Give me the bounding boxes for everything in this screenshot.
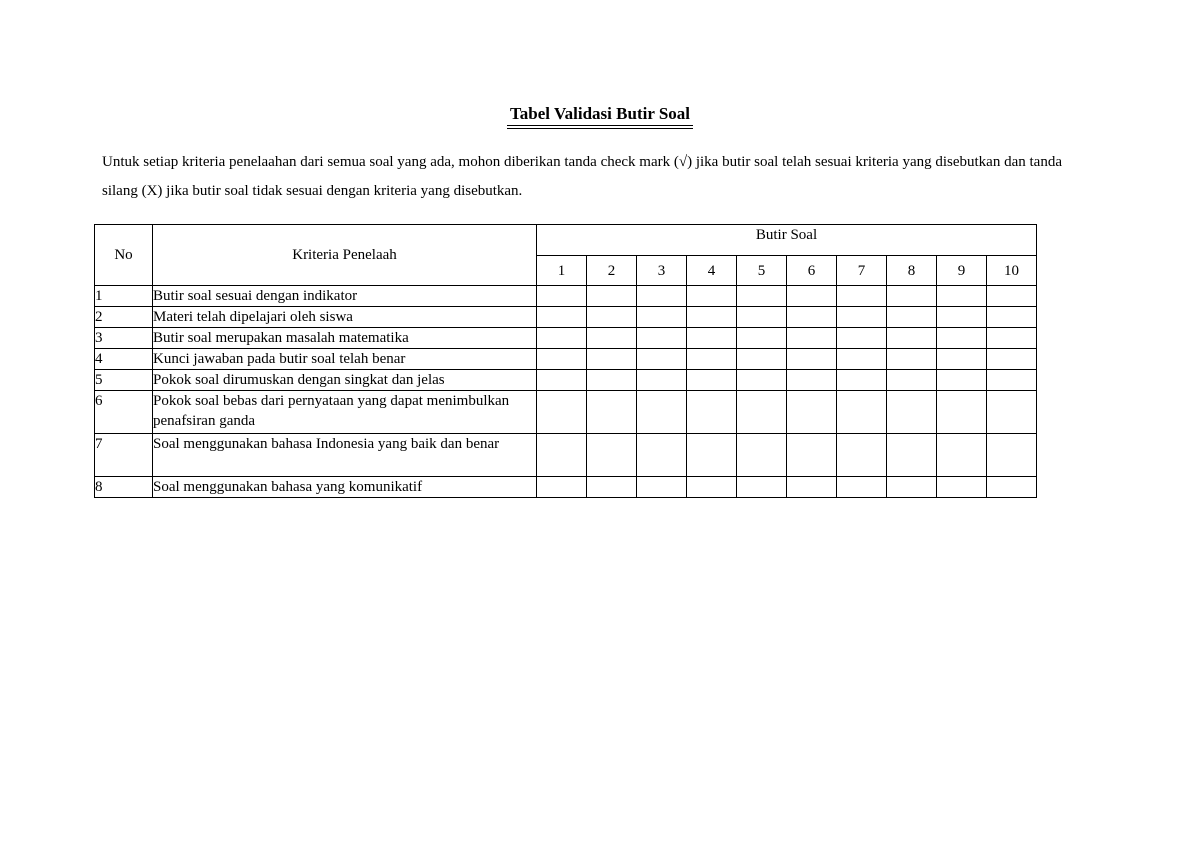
- mark-cell[interactable]: [887, 328, 937, 349]
- mark-cell[interactable]: [887, 307, 937, 328]
- mark-cell[interactable]: [587, 477, 637, 498]
- header-item-number: 7: [837, 256, 887, 286]
- mark-cell[interactable]: [687, 391, 737, 434]
- mark-cell[interactable]: [737, 391, 787, 434]
- mark-cell[interactable]: [737, 286, 787, 307]
- mark-cell[interactable]: [787, 391, 837, 434]
- mark-cell[interactable]: [787, 477, 837, 498]
- mark-cell[interactable]: [937, 391, 987, 434]
- instructions-paragraph: Untuk setiap kriteria penelaahan dari semua soal yang ada, mohon diberikan tanda check mark (√) jika butir soal telah sesuai kriteria yang disebutkan dan tanda silang (X) jika butir soal tidak sesuai dengan kriteria yang disebutkan.: [102, 154, 1062, 199]
- header-item-number: 4: [687, 256, 737, 286]
- mark-cell[interactable]: [587, 286, 637, 307]
- mark-cell[interactable]: [687, 349, 737, 370]
- mark-cell[interactable]: [737, 328, 787, 349]
- table-row: [95, 349, 1037, 370]
- header-item-number: 10: [987, 256, 1037, 286]
- mark-cell[interactable]: [587, 328, 637, 349]
- header-item-number: 9: [937, 256, 987, 286]
- mark-cell[interactable]: [537, 307, 587, 328]
- mark-cell[interactable]: [987, 328, 1037, 349]
- mark-cell[interactable]: [887, 434, 937, 477]
- criteria-text: Butir soal merupakan masalah matematika: [153, 328, 537, 349]
- row-number: 3: [95, 328, 153, 349]
- header-item-number: 5: [737, 256, 787, 286]
- mark-cell[interactable]: [587, 370, 637, 391]
- row-number: 5: [95, 370, 153, 391]
- mark-cell[interactable]: [837, 391, 887, 434]
- mark-cell[interactable]: [837, 434, 887, 477]
- mark-cell[interactable]: [587, 391, 637, 434]
- mark-cell[interactable]: [537, 391, 587, 434]
- mark-cell[interactable]: [687, 328, 737, 349]
- mark-cell[interactable]: [637, 307, 687, 328]
- header-butir-soal: Butir Soal: [537, 225, 1037, 256]
- mark-cell[interactable]: [587, 307, 637, 328]
- mark-cell[interactable]: [537, 286, 587, 307]
- criteria-text: Butir soal sesuai dengan indikator: [153, 286, 537, 307]
- mark-cell[interactable]: [687, 286, 737, 307]
- mark-cell[interactable]: [737, 477, 787, 498]
- mark-cell[interactable]: [837, 349, 887, 370]
- row-number: 7: [95, 434, 153, 477]
- validation-table: [94, 224, 1037, 498]
- mark-cell[interactable]: [987, 370, 1037, 391]
- mark-cell[interactable]: [837, 328, 887, 349]
- mark-cell[interactable]: [537, 477, 587, 498]
- row-number: 8: [95, 477, 153, 498]
- header-item-number: 3: [637, 256, 687, 286]
- mark-cell[interactable]: [637, 349, 687, 370]
- mark-cell[interactable]: [837, 370, 887, 391]
- criteria-text: Materi telah dipelajari oleh siswa: [153, 307, 537, 328]
- mark-cell[interactable]: [987, 286, 1037, 307]
- mark-cell[interactable]: [637, 477, 687, 498]
- mark-cell[interactable]: [687, 307, 737, 328]
- table-row: [95, 307, 1037, 328]
- title-text: Tabel Validasi Butir Soal: [507, 104, 693, 129]
- mark-cell[interactable]: [937, 434, 987, 477]
- mark-cell[interactable]: [937, 370, 987, 391]
- mark-cell[interactable]: [987, 391, 1037, 434]
- table-row: [95, 328, 1037, 349]
- document-title: [0, 104, 1200, 129]
- mark-cell[interactable]: [937, 307, 987, 328]
- mark-cell[interactable]: [987, 434, 1037, 477]
- table-row: [95, 391, 1037, 434]
- mark-cell[interactable]: [937, 328, 987, 349]
- header-item-number: 2: [587, 256, 637, 286]
- mark-cell[interactable]: [587, 349, 637, 370]
- header-item-number: 8: [887, 256, 937, 286]
- mark-cell[interactable]: [937, 349, 987, 370]
- mark-cell[interactable]: [887, 477, 937, 498]
- mark-cell[interactable]: [787, 434, 837, 477]
- mark-cell[interactable]: [987, 477, 1037, 498]
- criteria-text: Soal menggunakan bahasa Indonesia yang baik dan benar: [153, 434, 537, 477]
- mark-cell[interactable]: [537, 328, 587, 349]
- mark-cell[interactable]: [787, 307, 837, 328]
- mark-cell[interactable]: [837, 307, 887, 328]
- row-number: 6: [95, 391, 153, 434]
- mark-cell[interactable]: [787, 349, 837, 370]
- mark-cell[interactable]: [987, 349, 1037, 370]
- mark-cell[interactable]: [687, 477, 737, 498]
- mark-cell[interactable]: [887, 391, 937, 434]
- row-number: 1: [95, 286, 153, 307]
- criteria-text: Kunci jawaban pada butir soal telah benar: [153, 349, 537, 370]
- criteria-text: Soal menggunakan bahasa yang komunikatif: [153, 477, 537, 498]
- mark-cell[interactable]: [987, 307, 1037, 328]
- header-item-number: 6: [787, 256, 837, 286]
- mark-cell[interactable]: [637, 434, 687, 477]
- mark-cell[interactable]: [937, 286, 987, 307]
- mark-cell[interactable]: [637, 286, 687, 307]
- mark-cell[interactable]: [537, 370, 587, 391]
- criteria-text: Pokok soal bebas dari pernyataan yang dapat menimbulkan penafsiran ganda: [153, 391, 537, 434]
- mark-cell[interactable]: [537, 349, 587, 370]
- header-criteria: Kriteria Penelaah: [153, 225, 537, 286]
- table-row: [95, 286, 1037, 307]
- mark-cell[interactable]: [787, 328, 837, 349]
- mark-cell[interactable]: [687, 434, 737, 477]
- mark-cell[interactable]: [537, 434, 587, 477]
- mark-cell[interactable]: [637, 328, 687, 349]
- mark-cell[interactable]: [737, 434, 787, 477]
- table-row: [95, 434, 1037, 477]
- table-row: [95, 477, 1037, 498]
- criteria-text: Pokok soal dirumuskan dengan singkat dan jelas: [153, 370, 537, 391]
- mark-cell[interactable]: [687, 370, 737, 391]
- mark-cell[interactable]: [887, 286, 937, 307]
- mark-cell[interactable]: [737, 307, 787, 328]
- mark-cell[interactable]: [637, 370, 687, 391]
- mark-cell[interactable]: [837, 477, 887, 498]
- mark-cell[interactable]: [737, 370, 787, 391]
- mark-cell[interactable]: [737, 349, 787, 370]
- row-number: 2: [95, 307, 153, 328]
- mark-cell[interactable]: [637, 391, 687, 434]
- mark-cell[interactable]: [837, 286, 887, 307]
- mark-cell[interactable]: [787, 286, 837, 307]
- table-row: [95, 370, 1037, 391]
- header-item-number: 1: [537, 256, 587, 286]
- header-no: No: [95, 225, 153, 286]
- mark-cell[interactable]: [937, 477, 987, 498]
- mark-cell[interactable]: [887, 370, 937, 391]
- mark-cell[interactable]: [587, 434, 637, 477]
- mark-cell[interactable]: [887, 349, 937, 370]
- mark-cell[interactable]: [787, 370, 837, 391]
- row-number: 4: [95, 349, 153, 370]
